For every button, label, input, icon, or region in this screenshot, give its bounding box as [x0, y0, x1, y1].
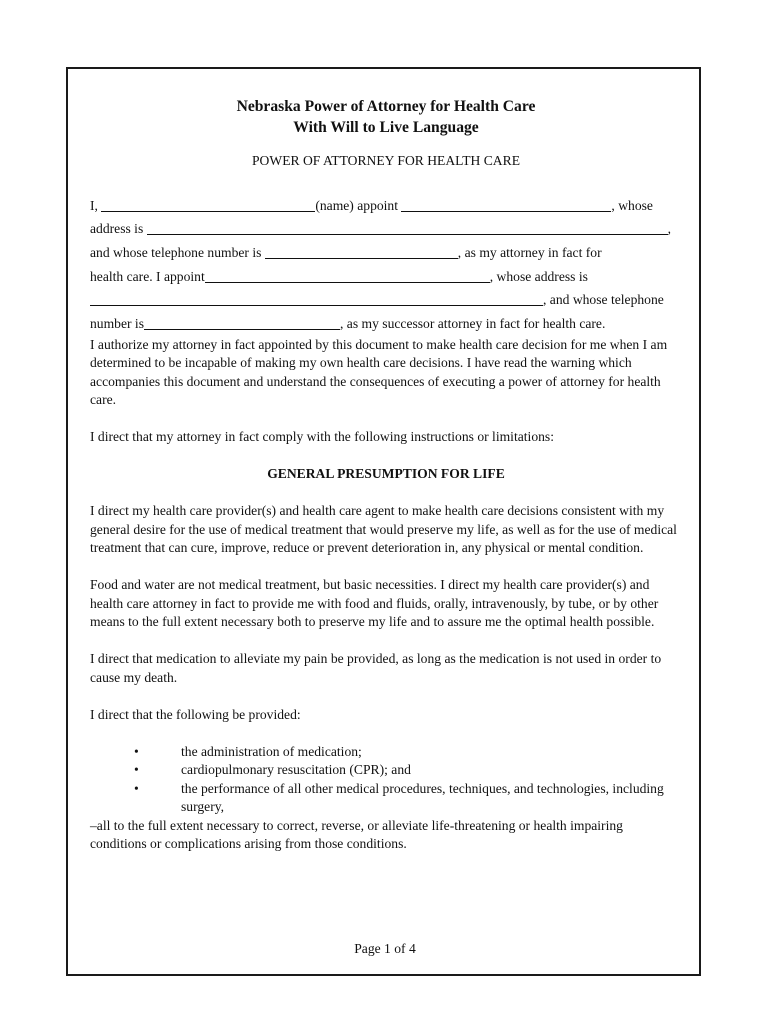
list-item-text: the performance of all other medical procedures, techniques, and technologies, including surgery,	[181, 780, 664, 815]
provisions-list	[90, 743, 682, 817]
list-item	[90, 761, 682, 780]
page-number: Page 1 of 4	[354, 941, 416, 956]
list-item-text: the administration of medication;	[181, 743, 362, 759]
attorney-name-blank[interactable]	[401, 197, 611, 212]
section-heading: GENERAL PRESUMPTION FOR LIFE	[267, 466, 505, 482]
general-desire-paragraph: I direct my health care provider(s) and health care agent to make health care decisions consistent with my general desire for the use of medical treatment that would preserve my life, as well as for the use of medical treatment that can cure, improve, reduce or prevent deterioration in, any physical or mental condition.	[90, 503, 677, 556]
attorney-phone-blank[interactable]	[265, 244, 458, 259]
fill-line-3	[90, 241, 682, 265]
appointment-fill-in	[90, 194, 682, 336]
fill-text: and whose telephone number is	[90, 244, 262, 260]
document-title	[90, 96, 682, 138]
fill-line-1	[90, 194, 682, 218]
fill-text: , as my successor attorney in fact for health care.	[340, 315, 606, 331]
fill-text: I,	[90, 197, 98, 213]
fill-text: , whose	[611, 197, 653, 213]
following-paragraph: I direct that the following be provided:	[90, 706, 301, 722]
instructions-paragraph: I direct that my attorney in fact comply with the following instructions or limitations:	[90, 429, 554, 445]
form-subheading: POWER OF ATTORNEY FOR HEALTH CARE	[252, 153, 520, 168]
fill-text: number is	[90, 315, 144, 331]
list-item	[90, 743, 682, 762]
fill-text: health care. I appoint	[90, 268, 205, 284]
fill-text: , as my attorney in fact for	[457, 244, 602, 260]
fill-line-6	[90, 312, 682, 336]
principal-name-blank[interactable]	[101, 197, 315, 212]
authorization-paragraph: I authorize my attorney in fact appointed by this document to make health care decision for me when I am determined to be incapable of making my own health care decisions. I have read the warning which accompanies this document and understand the consequences of executing a power of attorney for health care.	[90, 336, 668, 408]
document-body	[90, 96, 682, 854]
fill-line-2	[90, 217, 682, 241]
fill-line-5	[90, 288, 682, 312]
bullet-icon: •	[134, 743, 139, 759]
medication-paragraph: I direct that medication to alleviate my pain be provided, as long as the medication is not used in order to cause my death.	[90, 651, 662, 685]
list-item	[90, 780, 682, 817]
fill-text: address is	[90, 221, 144, 237]
fill-text: , and whose telephone	[543, 292, 664, 308]
fill-text: ,	[667, 221, 672, 237]
title-line-2: With Will to Live Language	[293, 119, 479, 136]
closing-paragraph: –all to the full extent necessary to correct, reverse, or alleviate life-threatening or health impairing conditions or complications arising from those conditions.	[90, 817, 623, 852]
food-water-paragraph: Food and water are not medical treatment, but basic necessities. I direct my health care provider(s) and health care attorney in fact to provide me with food and fluids, orally, intravenously, by tube, or by other means to the full extent necessary both to preserve my life and to assure me the optimal health possible.	[90, 577, 659, 630]
fill-text: , whose address is	[489, 268, 588, 284]
title-line-1: Nebraska Power of Attorney for Health Care	[236, 98, 536, 115]
successor-name-blank[interactable]	[205, 268, 490, 283]
bullet-icon: •	[134, 780, 139, 796]
successor-address-blank[interactable]	[90, 291, 543, 306]
fill-line-4	[90, 265, 682, 289]
bullet-icon: •	[134, 762, 139, 778]
list-item-text: cardiopulmonary resuscitation (CPR); and	[181, 762, 411, 778]
fill-text: (name) appoint	[315, 197, 399, 213]
successor-phone-blank[interactable]	[144, 315, 340, 330]
attorney-address-blank[interactable]	[147, 220, 668, 235]
